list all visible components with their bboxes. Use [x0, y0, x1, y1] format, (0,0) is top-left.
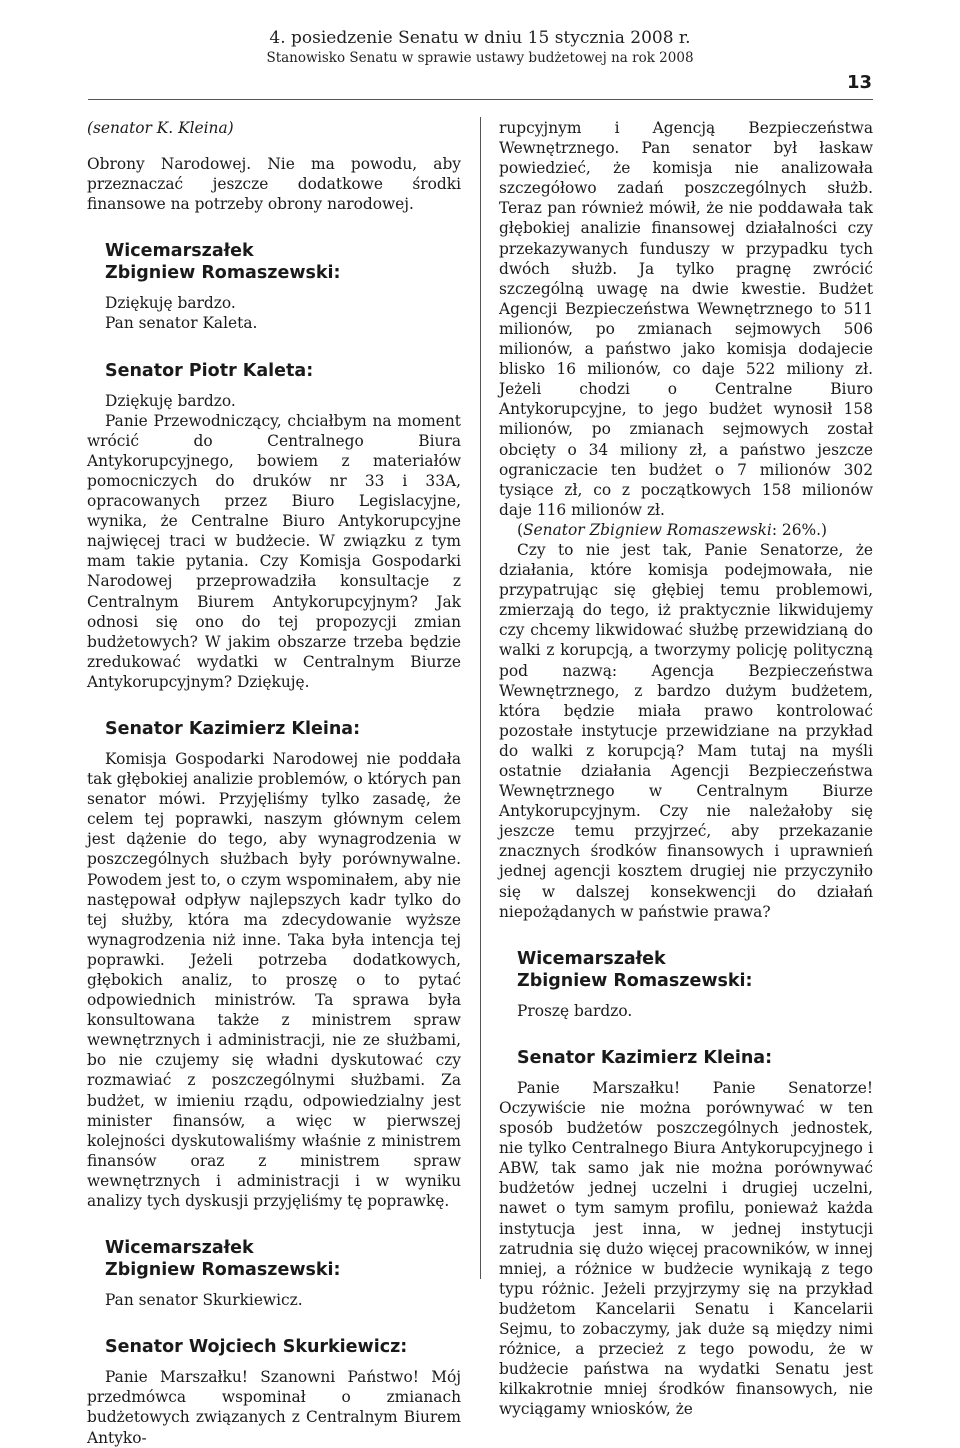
left-column: [87, 118, 461, 1448]
section-subtitle: Stanowisko Senatu w sprawie ustawy budżetowej na rok 2008: [266, 50, 694, 66]
speaker-name: Senator Wojciech Skurkiewicz:: [105, 1337, 408, 1358]
speaker-name: Senator Kazimierz Kleina:: [517, 1047, 773, 1068]
speaker-heading: [517, 1047, 873, 1069]
speaker-name: Zbigniew Romaszewski:: [105, 263, 341, 284]
speaker-heading: [105, 360, 461, 382]
speaker-title: Wicemarszałek: [105, 1238, 254, 1259]
speaker-heading: [105, 718, 461, 740]
paragraph: Komisja Gospodarki Narodowej nie poddała tak głębokiej analizie problemów, o których pan senator mówi. Przyjęliśmy tylko zasadę, że celem tej poprawki, naszym głównym celem jest dążenie do tego, aby wynagrodzenia w poszczególnych służbach były porównywalne. Powodem jest to, o czym wspominałem, aby nie następował odpływ najlepszych kadr tylko do tej służby, która ma zdecydowanie wyższe wynagrodzenia niż inne. Taka była intencja tej poprawki. Jeżeli potrzeba dodatkowych, głębokich analiz, to proszę o to pytać odpowiednich ministrów. Ta sprawa była konsultowana także z ministrem spraw wewnętrznych i administracji, nie ze służbami, bo nie czujemy się władni dyskutować czy rozmawiać z poszczególnymi służbami. Za budżet, w imieniu rządu, odpowiedzialny jest minister finansów, a więc w pierwszej kolejności dyskutowaliśmy właśnie z ministrem finansów oraz z ministrem spraw wewnętrznych i administracji i w wyniku analizy tych dyskusji przyjęliśmy tę poprawkę.: [87, 749, 461, 1211]
paragraph: Panie Przewodniczący, chciałbym na moment wrócić do Centralnego Biura Antykorupcyjnego, bowiem z materiałów pomocniczych do druków nr 33 i 33A, opracowanych przez Biuro Legislacyjne, wynika, że Centralne Biuro Antykorupcyjne najwięcej traci w budżecie. W związku z tym mam takie pytania. Czy Komisja Gospodarki Narodowej przeprowadziła konsultacje z Centralnym Biurem Antykorupcyjnym? Jak odnosi się ono do tej propozycji zmian budżetowych? W jakim obszarze trzeba będzie zredukować wydatki w Centralnym Biurze Antykorupcyjnym? Dziękuję.: [87, 411, 461, 691]
paragraph: Pan senator Kaleta.: [105, 314, 258, 333]
speaker-heading: [517, 948, 873, 992]
speaker-title: Wicemarszałek: [517, 948, 666, 969]
paragraph: Dziękuję bardzo.: [105, 391, 236, 410]
session-title: 4. posiedzenie Senatu w dniu 15 stycznia 2008 r.: [269, 28, 691, 48]
column-divider: [480, 117, 481, 1279]
speaker-name: Senator Kazimierz Kleina:: [105, 718, 361, 739]
paragraph: Dziękuję bardzo.: [105, 294, 236, 313]
continued-speaker-marker: (senator K. Kleina): [87, 119, 234, 137]
interjection-text: : 26%.): [771, 520, 828, 539]
speaker-name: Senator Piotr Kaleta:: [105, 360, 314, 381]
speaker-heading: [105, 1237, 461, 1281]
paragraph: Obrony Narodowej. Nie ma powodu, aby przeznaczać jeszcze dodatkowe środki finansowe na potrzeby obrony narodowej.: [87, 155, 461, 214]
paragraph: Panie Marszałku! Szanowni Państwo! Mój przedmówca wspominał o zmianach budżetowych związanych z Centralnym Biurem Antyko-: [87, 1368, 461, 1447]
paragraph: rupcyjnym i Agencją Bezpieczeństwa Wewnętrznego. Pan senator był łaskaw powiedzieć, że komisja nie analizowała szczegółowo zadań poszczególnych służb. Teraz pan również mówił, że nie poddawała tak głębokiej analizie finansowej działalności czy przekazywanych funduszy w przypadku tych dwóch służb. Ja tylko pragnę zwrócić szczególną uwagę na dwie kwestie. Budżet Agencji Bezpieczeństwa Wewnętrznego to 511 milionów, po zmianach sejmowych 506 milionów, a państwo jako komisja dodajecie blisko 16 milionów, co daje 522 miliony zł. Jeżeli chodzi o Centralne Biuro Antykorupcyjne, to jego budżet wynosił 158 milionów, po zmianach sejmowych został obcięty o 34 miliony zł, a państwo jeszcze ograniczacie ten budżet o 7 milionów 302 tysiące zł, co z początkowych 158 milionów daje 116 milionów zł.: [499, 119, 873, 519]
page-number: 13: [846, 72, 872, 93]
speaker-heading: [105, 240, 461, 284]
paragraph: Panie Marszałku! Panie Senatorze! Oczywiście nie można porównywać w ten sposób budżetów poszczególnych jednostek, nie tylko Centralnego Biura Antykorupcyjnego i ABW, tak samo jak nie można porównywać budżetów jednej uczelni i drugiej uczelni, nawet o tym samym profilu, ponieważ każda instytucja jest inna, w jednej instytucji zatrudnia się dużo więcej pracowników, w innej mniej, a różnice w budżecie wynikają z tego typu różnic. Jeżeli przyjrzymy się na przykład budżetom Kancelarii Senatu i Kancelarii Sejmu, to zobaczymy, jak duże są między nimi różnice, a przecież z tego powodu, że w budżecie państwa na wydatki Senatu jest kilkakrotnie mniej środków finansowych, nie wyciągamy wniosków, że: [499, 1078, 873, 1419]
page-header: [0, 28, 960, 98]
interjection: (Senator Zbigniew Romaszewski: 26%.): [517, 520, 828, 539]
speaker-heading: [105, 1336, 461, 1358]
interjection-speaker: Senator Zbigniew Romaszewski: [523, 520, 772, 539]
right-column: [499, 118, 873, 1419]
speaker-title: Wicemarszałek: [105, 241, 254, 262]
paragraph: Czy to nie jest tak, Panie Senatorze, że działania, które komisja podejmowała, nie przypatrując się głębiej temu problemowi, zmierzają do tego, iż praktycznie likwidujemy czy chcemy likwidować służbę przewidzianą do walki z korupcją, a tworzymy policję polityczną pod nazwą: Agencja Bezpieczeństwa Wewnętrznego, z bardzo dużym budżetem, która będzie miała prawo kontrolować pozostałe instytucje przewidziane na przykład do walki z korupcją? Mam tutaj na myśli ostatnie działania Agencji Bezpieczeństwa Wewnętrznego w Centralnym Biurze Antykorupcyjnym. Czy nie należałoby się jeszcze temu przyjrzeć, aby przekazanie znacznych środków finansowych i uprawnień jednej agencji kosztem drugiej nie przyczyniło się w dalszej konsekwencji do działań niepożądanych w państwie prawa?: [499, 540, 873, 921]
speaker-name: Zbigniew Romaszewski:: [105, 1260, 341, 1281]
paragraph: Proszę bardzo.: [517, 1001, 633, 1020]
header-rule: [88, 99, 873, 100]
speaker-name: Zbigniew Romaszewski:: [517, 970, 753, 991]
paragraph: Pan senator Skurkiewicz.: [105, 1291, 303, 1310]
